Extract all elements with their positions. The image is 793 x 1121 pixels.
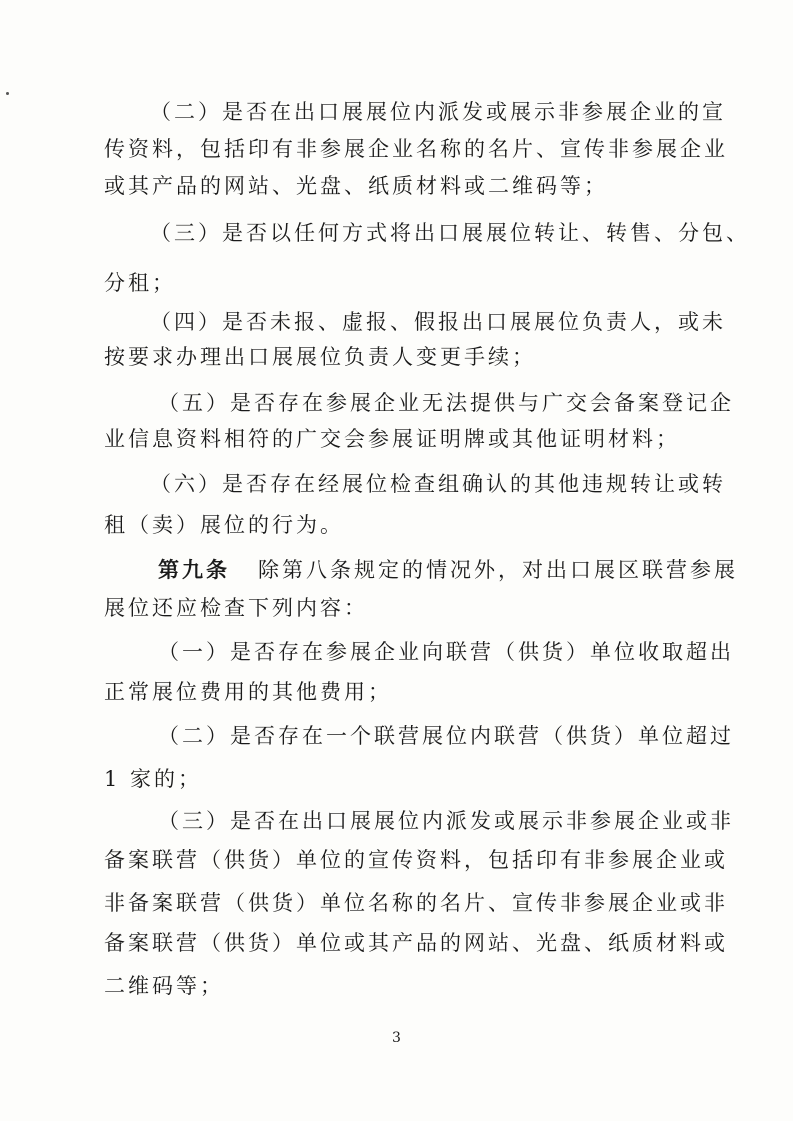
page-number: 3: [392, 1030, 401, 1046]
article-9-intro: [158, 556, 738, 584]
text-line: 租（卖）展位的行为。: [104, 513, 344, 537]
text-line: 业信息资料相符的广交会参展证明牌或其他证明材料；: [104, 427, 680, 451]
text-line: 分租；: [104, 271, 176, 295]
article-intro-text: 除第八条规定的情况外，对出口展区联营参展: [258, 558, 738, 582]
text-line: 备案联营（供货）单位或其产品的网站、光盘、纸质材料或: [104, 931, 728, 955]
text-line: 1 家的；: [104, 767, 203, 791]
article-heading: 第九条: [158, 557, 230, 582]
text-line: （二）是否存在一个联营展位内联营（供货）单位超过: [158, 724, 734, 748]
text-line: 按要求办理出口展展位负责人变更手续；: [104, 345, 536, 369]
text-line: 二维码等；: [104, 974, 224, 998]
text-line: 传资料，包括印有非参展企业名称的名片、宣传非参展企业: [104, 137, 728, 161]
text-line: （三）是否以任何方式将出口展展位转让、转售、分包、: [150, 221, 750, 245]
text-line: 或其产品的网站、光盘、纸质材料或二维码等；: [104, 174, 608, 198]
text-line: （二）是否在出口展展位内派发或展示非参展企业的宣: [150, 100, 726, 124]
text-line: 正常展位费用的其他费用；: [104, 680, 392, 704]
text-line: （一）是否存在参展企业向联营（供货）单位收取超出: [158, 640, 734, 664]
text-line: 备案联营（供货）单位的宣传资料，包括印有非参展企业或: [104, 848, 728, 872]
text-line: 非备案联营（供货）单位名称的名片、宣传非参展企业或非: [104, 891, 728, 915]
text-line: （五）是否存在参展企业无法提供与广交会备案登记企: [158, 391, 734, 415]
text-line: 展位还应检查下列内容：: [104, 596, 368, 620]
scan-speck: [6, 92, 9, 95]
text-line: （四）是否未报、虚报、假报出口展展位负责人，或未: [150, 310, 726, 334]
text-line: （三）是否在出口展展位内派发或展示非参展企业或非: [158, 809, 734, 833]
text-line: （六）是否存在经展位检查组确认的其他违规转让或转: [150, 472, 726, 496]
